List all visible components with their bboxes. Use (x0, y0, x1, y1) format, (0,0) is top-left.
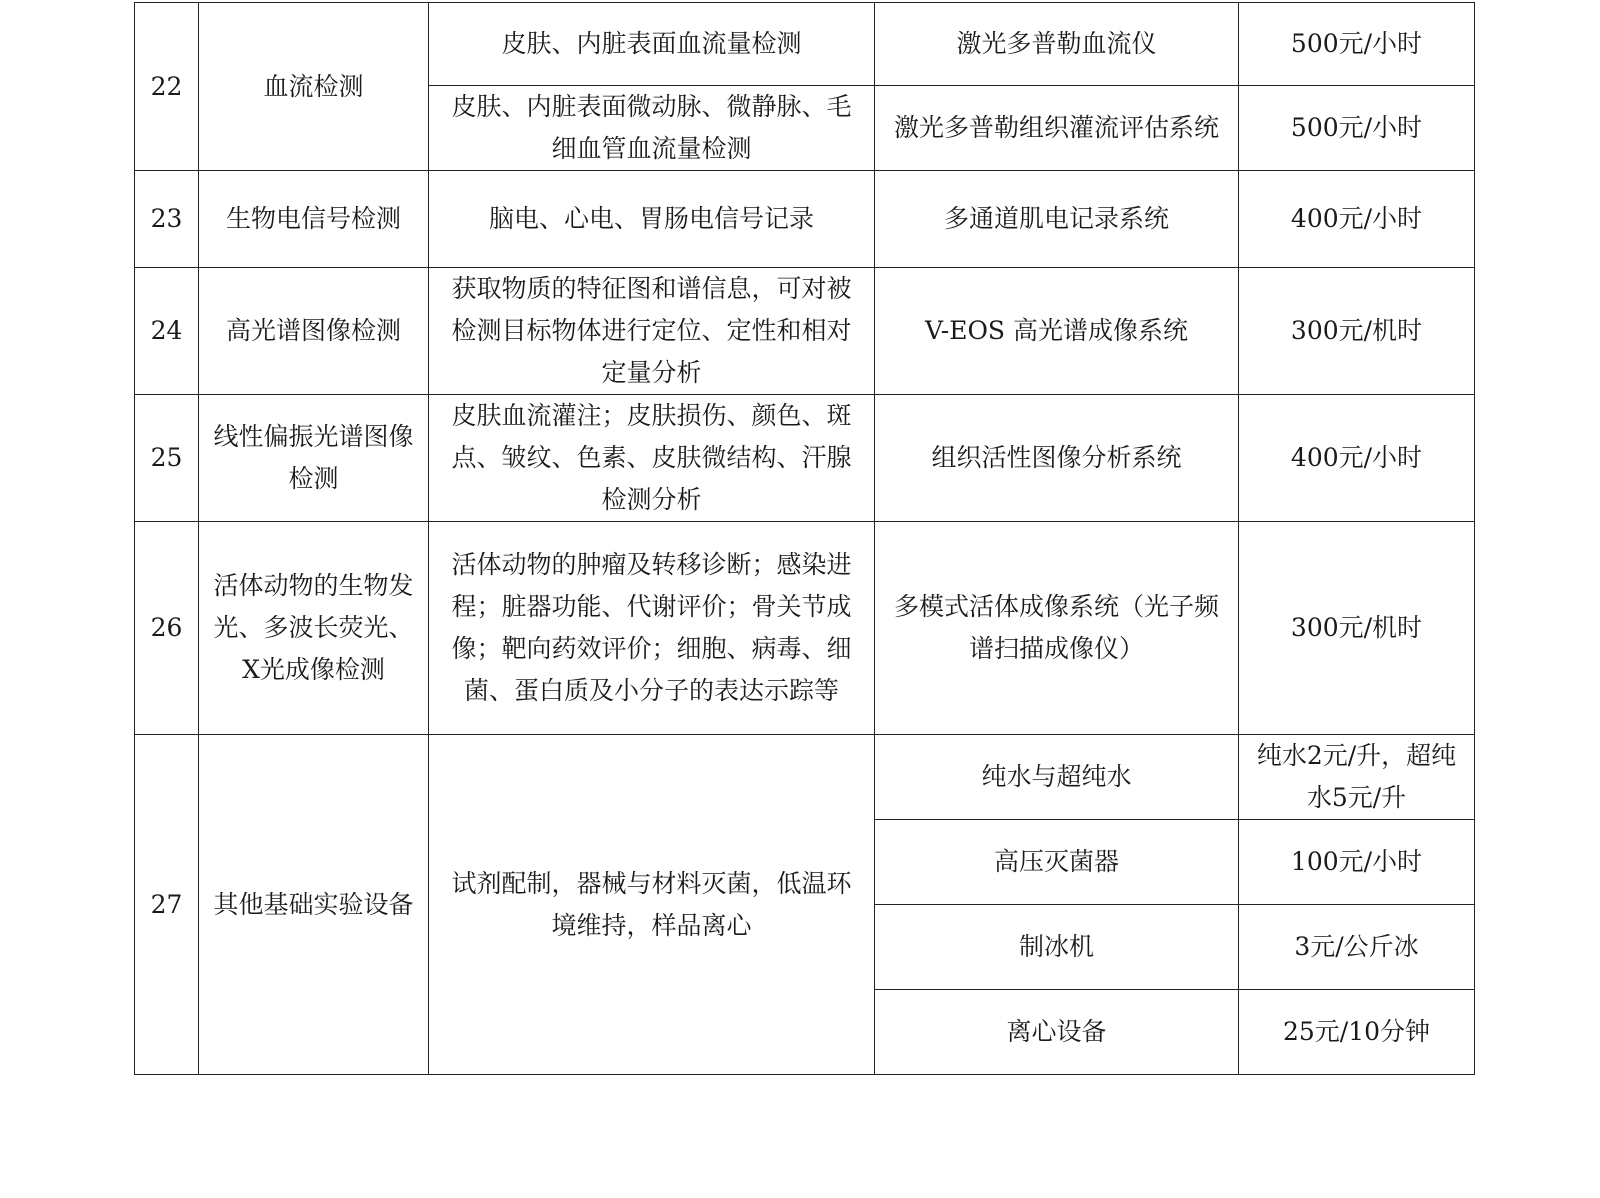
test-item: 线性偏振光谱图像检测 (199, 395, 429, 522)
table-row (135, 171, 1475, 268)
fee: 500元/小时 (1239, 3, 1475, 86)
test-scope: 获取物质的特征图和谱信息，可对被检测目标物体进行定位、定性和相对定量分析 (429, 268, 875, 395)
table-row (135, 735, 1475, 820)
table-row (135, 268, 1475, 395)
fee: 500元/小时 (1239, 86, 1475, 171)
test-item: 生物电信号检测 (199, 171, 429, 268)
row-number: 23 (135, 171, 199, 268)
test-scope: 皮肤、内脏表面微动脉、微静脉、毛细血管血流量检测 (429, 86, 875, 171)
test-item: 血流检测 (199, 3, 429, 171)
device-name: V-EOS 高光谱成像系统 (875, 268, 1239, 395)
device-name: 多模式活体成像系统（光子频谱扫描成像仪） (875, 522, 1239, 735)
test-scope: 皮肤血流灌注；皮肤损伤、颜色、斑点、皱纹、色素、皮肤微结构、汗腺检测分析 (429, 395, 875, 522)
device-name: 制冰机 (875, 905, 1239, 990)
test-scope: 脑电、心电、胃肠电信号记录 (429, 171, 875, 268)
device-name: 纯水与超纯水 (875, 735, 1239, 820)
table-row (135, 395, 1475, 522)
device-name: 离心设备 (875, 990, 1239, 1075)
row-number: 26 (135, 522, 199, 735)
device-name: 激光多普勒组织灌流评估系统 (875, 86, 1239, 171)
fee: 100元/小时 (1239, 820, 1475, 905)
fee: 纯水2元/升，超纯水5元/升 (1239, 735, 1475, 820)
fee: 3元/公斤冰 (1239, 905, 1475, 990)
test-scope: 活体动物的肿瘤及转移诊断；感染进程；脏器功能、代谢评价；骨关节成像；靶向药效评价；细胞、病毒、细菌、蛋白质及小分子的表达示踪等 (429, 522, 875, 735)
row-number: 27 (135, 735, 199, 1075)
fee: 400元/小时 (1239, 395, 1475, 522)
test-scope: 试剂配制，器械与材料灭菌，低温环境维持，样品离心 (429, 735, 875, 1075)
fee: 300元/机时 (1239, 522, 1475, 735)
test-scope: 皮肤、内脏表面血流量检测 (429, 3, 875, 86)
table-row (135, 522, 1475, 735)
test-item: 其他基础实验设备 (199, 735, 429, 1075)
test-item: 活体动物的生物发光、多波长荧光、X光成像检测 (199, 522, 429, 735)
device-name: 高压灭菌器 (875, 820, 1239, 905)
fee: 400元/小时 (1239, 171, 1475, 268)
test-item: 高光谱图像检测 (199, 268, 429, 395)
fee: 25元/10分钟 (1239, 990, 1475, 1075)
row-number: 22 (135, 3, 199, 171)
fee: 300元/机时 (1239, 268, 1475, 395)
device-name: 多通道肌电记录系统 (875, 171, 1239, 268)
device-name: 激光多普勒血流仪 (875, 3, 1239, 86)
device-name: 组织活性图像分析系统 (875, 395, 1239, 522)
table-row (135, 3, 1475, 86)
row-number: 24 (135, 268, 199, 395)
fee-table (134, 2, 1475, 1075)
row-number: 25 (135, 395, 199, 522)
